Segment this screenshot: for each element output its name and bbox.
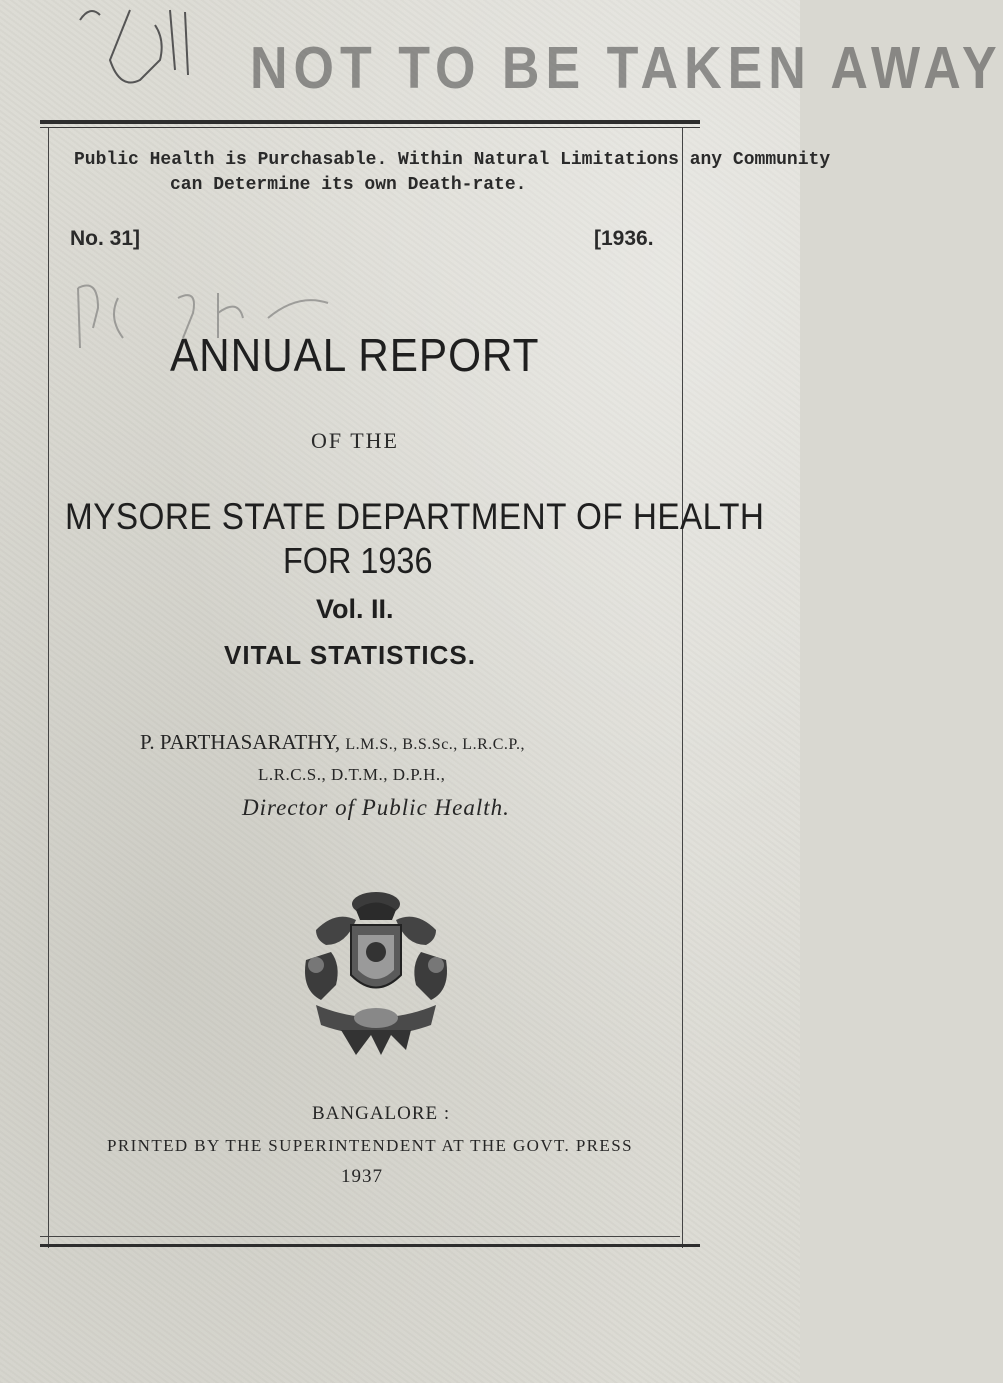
frame-border-right — [682, 128, 683, 1248]
motto-line-2: can Determine its own Death-rate. — [170, 175, 527, 195]
volume-number: Vol. II. — [316, 594, 394, 624]
author-line — [140, 730, 525, 755]
printer-line: PRINTED BY THE SUPERINTENDENT AT THE GOVT. PRESS — [107, 1136, 633, 1155]
corner-scribble-icon — [70, 0, 250, 110]
report-for-year: FOR 1936 — [283, 540, 433, 581]
publication-city: BANGALORE : — [312, 1103, 451, 1124]
motto-line-1: Public Health is Purchasable. Within Natural Limitations any Community — [74, 150, 831, 170]
report-title: ANNUAL REPORT — [170, 329, 540, 381]
author-name: P. PARTHASARATHY, — [140, 730, 341, 754]
report-subject: VITAL STATISTICS. — [224, 640, 476, 670]
title-of-the: OF THE — [311, 428, 399, 453]
coat-of-arms-icon — [296, 890, 456, 1060]
not-to-be-taken-away-stamp: NOT TO BE TAKEN AWAY — [250, 35, 1003, 102]
frame-border-bottom — [40, 1244, 700, 1247]
author-qualifications-2: L.R.C.S., D.T.M., D.P.H., — [258, 765, 446, 784]
publication-year: 1937 — [341, 1166, 383, 1187]
frame-border-left — [48, 128, 49, 1248]
author-qualifications-1: L.M.S., B.S.Sc., L.R.C.P., — [345, 736, 526, 753]
frame-border-top — [40, 120, 700, 124]
report-year: [1936. — [594, 227, 654, 250]
author-role: Director of Public Health. — [242, 795, 510, 820]
frame-border-top-inner — [40, 127, 700, 128]
frame-border-bottom-inner — [40, 1236, 680, 1237]
report-number: No. 31] — [70, 227, 141, 250]
department-name: MYSORE STATE DEPARTMENT OF HEALTH — [65, 496, 765, 537]
